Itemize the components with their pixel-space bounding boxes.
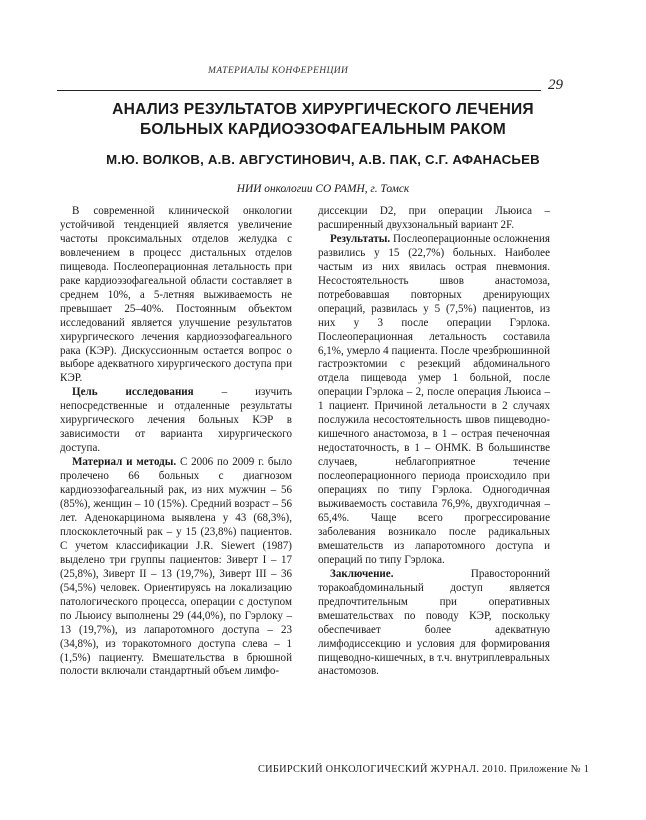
authors: М.Ю. ВОЛКОВ, А.В. АВГУСТИНОВИЧ, А.В. ПАК, С.Г. АФАНАСЬЕВ	[106, 152, 540, 167]
results-paragraph	[318, 233, 550, 568]
article-title	[57, 100, 589, 140]
title-line-1: АНАЛИЗ РЕЗУЛЬТАТОВ ХИРУРГИЧЕСКОГО ЛЕЧЕНИЯ	[112, 101, 534, 118]
header-rule	[57, 90, 541, 91]
results-label: Результаты.	[330, 232, 391, 245]
title-line-2: БОЛЬНЫХ КАРДИОЭЗОФАГЕАЛЬНЫМ РАКОМ	[140, 121, 506, 138]
aim-text: – изучить непосредственные и отдаленные результаты хирургического лечения больных КЭР в зависимости от варианта хирургического доступа.	[60, 386, 292, 455]
page-number: 29	[548, 77, 563, 93]
journal-footer: СИБИРСКИЙ ОНКОЛОГИЧЕСКИЙ ЖУРНАЛ. 2010. Приложение № 1	[258, 764, 590, 775]
aim-label: Цель исследования	[72, 386, 194, 399]
methods-text: С 2006 по 2009 г. было пролечено 66 больных с диагнозом кардиоэзофагеальный рак, из них мужчин – 56 (85%), женщин – 10 (15%). Средний возраст – 56 лет. Аденокарцинома выявлена у 43 (68,3%), плоскоклеточный рак – у 15 (23,8%) пациентов. С учетом классификации J.R. Siewert (1987) выделено три группы пациентов: Зиверт I – 17 (25,8%), Зиверт II – 13 (19,7%), Зиверт III – 36 (54,5%) человек. Ориентируясь на локализацию патологического процесса, операции с доступом по Льюису выполнены 29 (44,0%), по Гэрлоку – 13 (19,7%), из лапаротомного доступа – 23 (34,8%), из торакотомного доступа слева – 1 (1,5%) пациенту. Вмешательства в брюшной полости включали стандартный объем лимфо-	[60, 456, 292, 678]
methods-label: Материал и методы.	[72, 456, 177, 469]
methods-paragraph	[60, 456, 292, 679]
right-column	[318, 205, 550, 679]
running-head: МАТЕРИАЛЫ КОНФЕРЕНЦИИ	[208, 66, 349, 76]
conclusion-paragraph	[318, 568, 550, 680]
conclusion-label: Заключение.	[330, 567, 394, 580]
methods-continuation: диссекции D2, при операции Льюиса – расширенный двухзональный вариант 2F.	[318, 205, 550, 231]
results-text: Послеоперационные осложнения развились у 15 (22,7%) больных. Наиболее частым из них явилась острая пневмония. Несостоятельность швов анастомоза, потребовавшая повторных дренирующих операций, развилась у 5 (7,5%) пациентов, из них у 3 после операции Гэрлока. Послеоперационная летальность составила 6,1%, умерло 4 пациента. После чрезбрюшинной гастроэктомии с резекций абдоминального отдела пищевода умер 1 больной, после операции Гэрлока – 2, после операция Льюиса – 1 пациент. Причиной летальности в 2 случаях послужила несостоятельность швов пищеводно-кишечного анастомоза, в 1 – острая печеночная недостаточность, в 1 – ОНМК. В большинстве случаев, неблагоприятное течение послеоперационного периода происходило при операциях по типу Гэрлока. Одногодичная выживаемость составила 76,9%, двухгодичная – 65,4%. Чаще всего прогрессирование заболевания возникало после радикальных вмешательств из лапаротомного доступа и операций по типу Гэрлока.	[318, 232, 550, 566]
aim-paragraph	[60, 386, 292, 456]
conclusion-text: Правосторонний торакоабдоминальный доступ является предпочтительным при оперативных вмешательствах по поводу КЭР, поскольку обеспечивает более адекватную лимфодиссекцию и условия для формирования пищеводно-кишечных, в т.ч. внутриплевральных анастомозов.	[318, 567, 550, 678]
intro-paragraph: В современной клинической онкологии устойчивой тенденцией является увеличение частоты проксимальных отделов желудка с вовлечением в процесс дистальных отделов пищевода. Послеоперационная летальность при раке кардиоэзофагеальной области составляет в среднем 10%, а 5-летняя выживаемость не превышает 25–40%. Постоянным объектом исследований является улучшение результатов хирургического лечения кардиоэзофагеального рака (КЭР). Дискуссионным остается вопрос о выборе адекватного хирургического доступа при КЭР.	[60, 205, 292, 385]
left-column	[60, 205, 292, 679]
affiliation: НИИ онкологии СО РАМН, г. Томск	[236, 183, 410, 195]
